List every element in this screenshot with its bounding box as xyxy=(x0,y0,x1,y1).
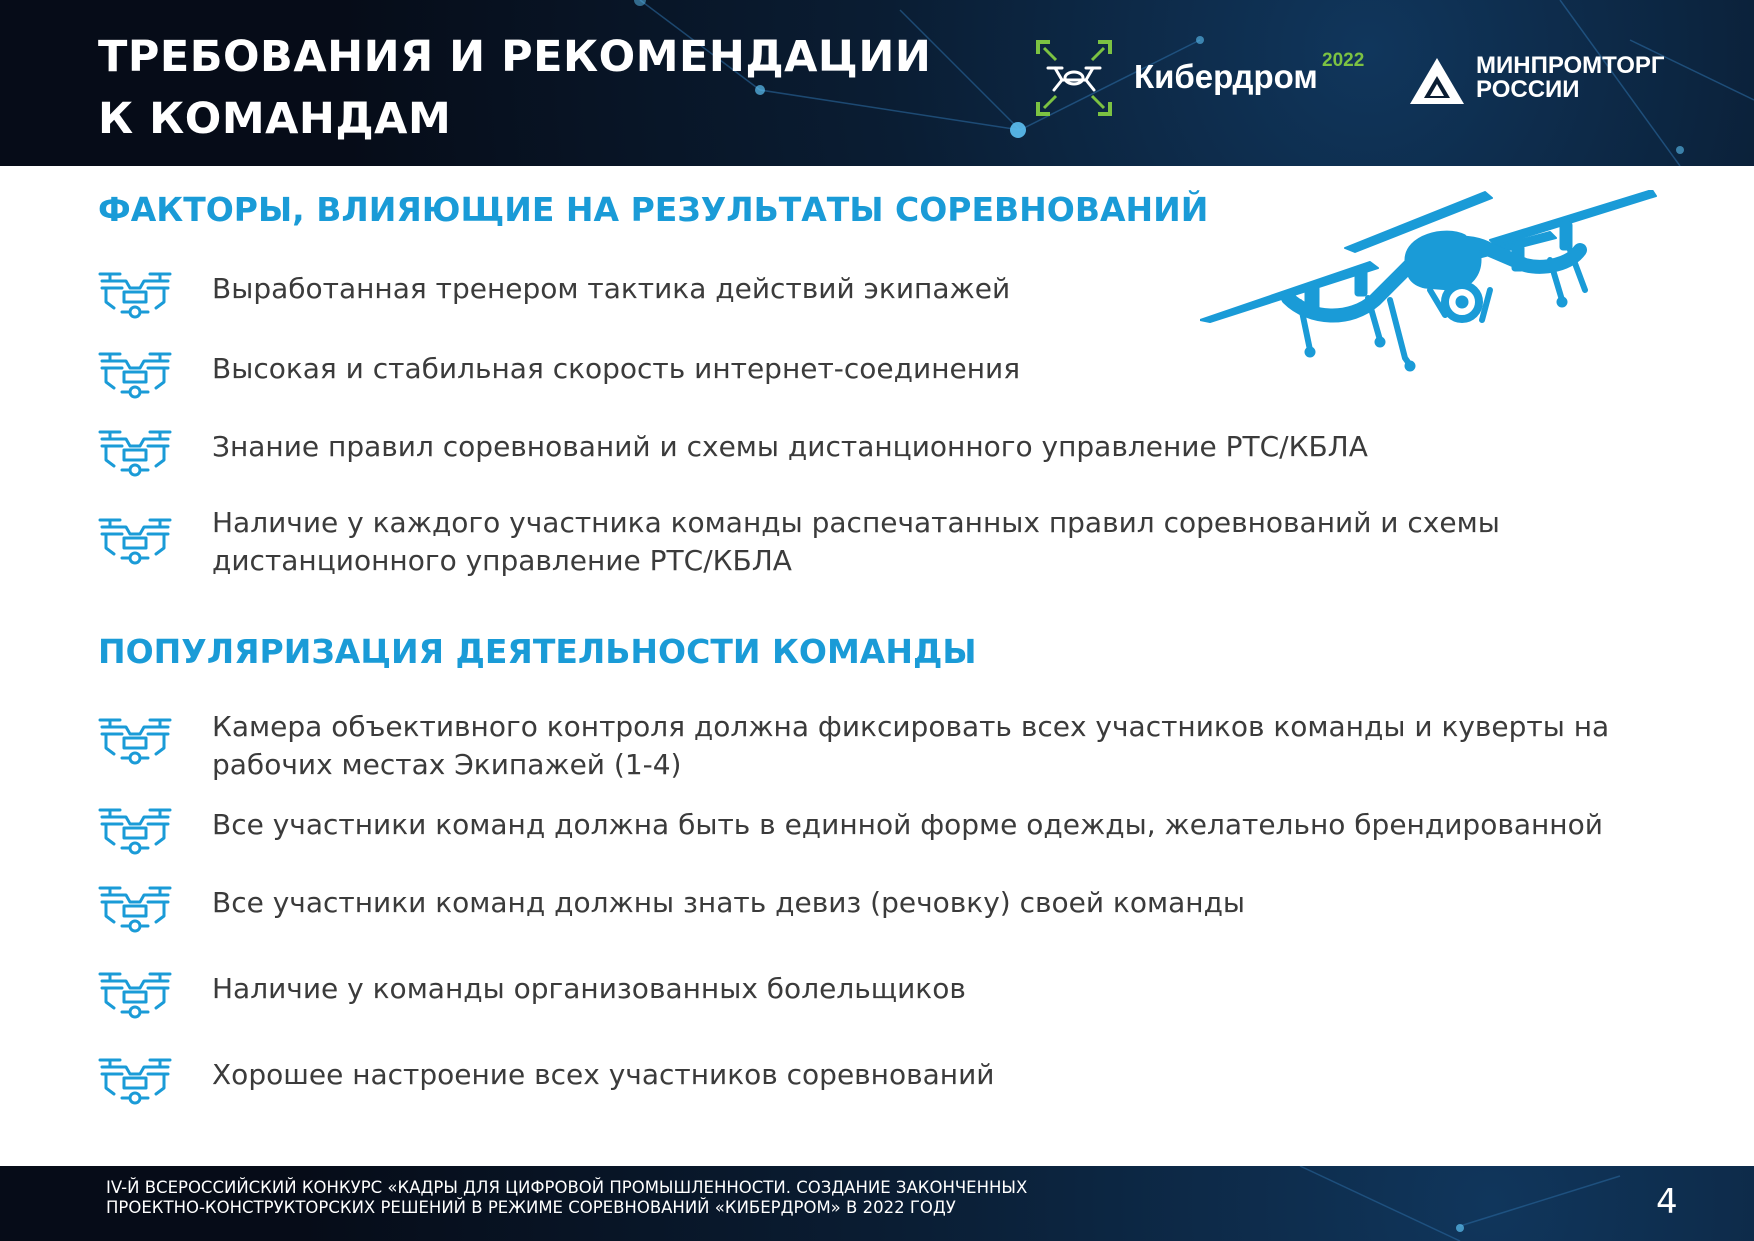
minpromtorg-emblem-icon xyxy=(1410,58,1464,104)
drone-bullet-icon xyxy=(98,426,174,478)
section-title-factors: ФАКТОРЫ, ВЛИЯЮЩИЕ НА РЕЗУЛЬТАТЫ СОРЕВНОВАНИЙ xyxy=(98,190,1209,229)
list-item-text: Высокая и стабильная скорость интернет-соединения xyxy=(212,352,1021,385)
kiberdrom-logo-name: Кибердром xyxy=(1134,58,1318,95)
minpromtorg-logo xyxy=(1410,54,1710,110)
drone-bullet-icon xyxy=(98,348,174,400)
drone-bullet-icon xyxy=(98,804,174,856)
header-banner xyxy=(0,0,1754,166)
section-title-popularization: ПОПУЛЯРИЗАЦИЯ ДЕЯТЕЛЬНОСТИ КОМАНДЫ xyxy=(98,632,977,671)
kiberdrom-drone-icon xyxy=(1036,40,1112,116)
footer-caption-line1: IV-Й ВСЕРОССИЙСКИЙ КОНКУРС «КАДРЫ ДЛЯ ЦИФРОВОЙ ПРОМЫШЛЕННОСТИ. СОЗДАНИЕ ЗАКОНЧЕННЫХ xyxy=(106,1178,1028,1197)
list-item-text: Все участники команд должны знать девиз (речовку) своей команды xyxy=(212,886,1246,919)
list-item-text: Выработанная тренером тактика действий экипажей xyxy=(212,272,1011,305)
drone-bullet-icon xyxy=(98,714,174,766)
footer-caption-line2: ПРОЕКТНО-КОНСТРУКТОРСКИХ РЕШЕНИЙ В РЕЖИМЕ СОРЕВНОВАНИЙ «КИБЕРДРОМ» В 2022 ГОДУ xyxy=(106,1198,956,1217)
drone-bullet-icon xyxy=(98,1054,174,1106)
list-item-text: Наличие у команды организованных болельщиков xyxy=(212,972,966,1005)
list-item-text: Хорошее настроение всех участников соревнований xyxy=(212,1058,995,1091)
drone-bullet-icon xyxy=(98,268,174,320)
list-item-text: Все участники команд должна быть в единной форме одежды, желательно брендированной xyxy=(212,808,1603,841)
drone-bullet-icon xyxy=(98,968,174,1020)
kiberdrom-logo xyxy=(1036,40,1376,116)
drone-bullet-icon xyxy=(98,882,174,934)
page-title-line2: К КОМАНДАМ xyxy=(98,94,452,144)
footer-banner xyxy=(0,1166,1754,1241)
page-number: 4 xyxy=(1656,1182,1678,1222)
minpromtorg-logo-line1: МИНПРОМТОРГ xyxy=(1476,52,1665,79)
list-item-text: Знание правил соревнований и схемы дистанционного управление РТС/КБЛА xyxy=(212,430,1368,463)
page-title-line1: ТРЕБОВАНИЯ И РЕКОМЕНДАЦИИ xyxy=(98,32,932,82)
kiberdrom-logo-year: 2022 xyxy=(1322,50,1365,71)
footer-caption xyxy=(106,1178,1027,1218)
list-item-text: Камера объективного контроля должна фиксировать всех участников команды и куверты на рабочих местах Экипажей (1-4) xyxy=(212,710,1610,781)
page-title xyxy=(98,26,931,150)
minpromtorg-logo-line2: РОССИИ xyxy=(1476,76,1580,103)
drone-bullet-icon xyxy=(98,514,174,566)
list-item-text: Наличие у каждого участника команды распечатанных правил соревнований и схемы дистанционного управление РТС/КБЛА xyxy=(212,506,1500,577)
minpromtorg-logo-text xyxy=(1476,54,1665,102)
